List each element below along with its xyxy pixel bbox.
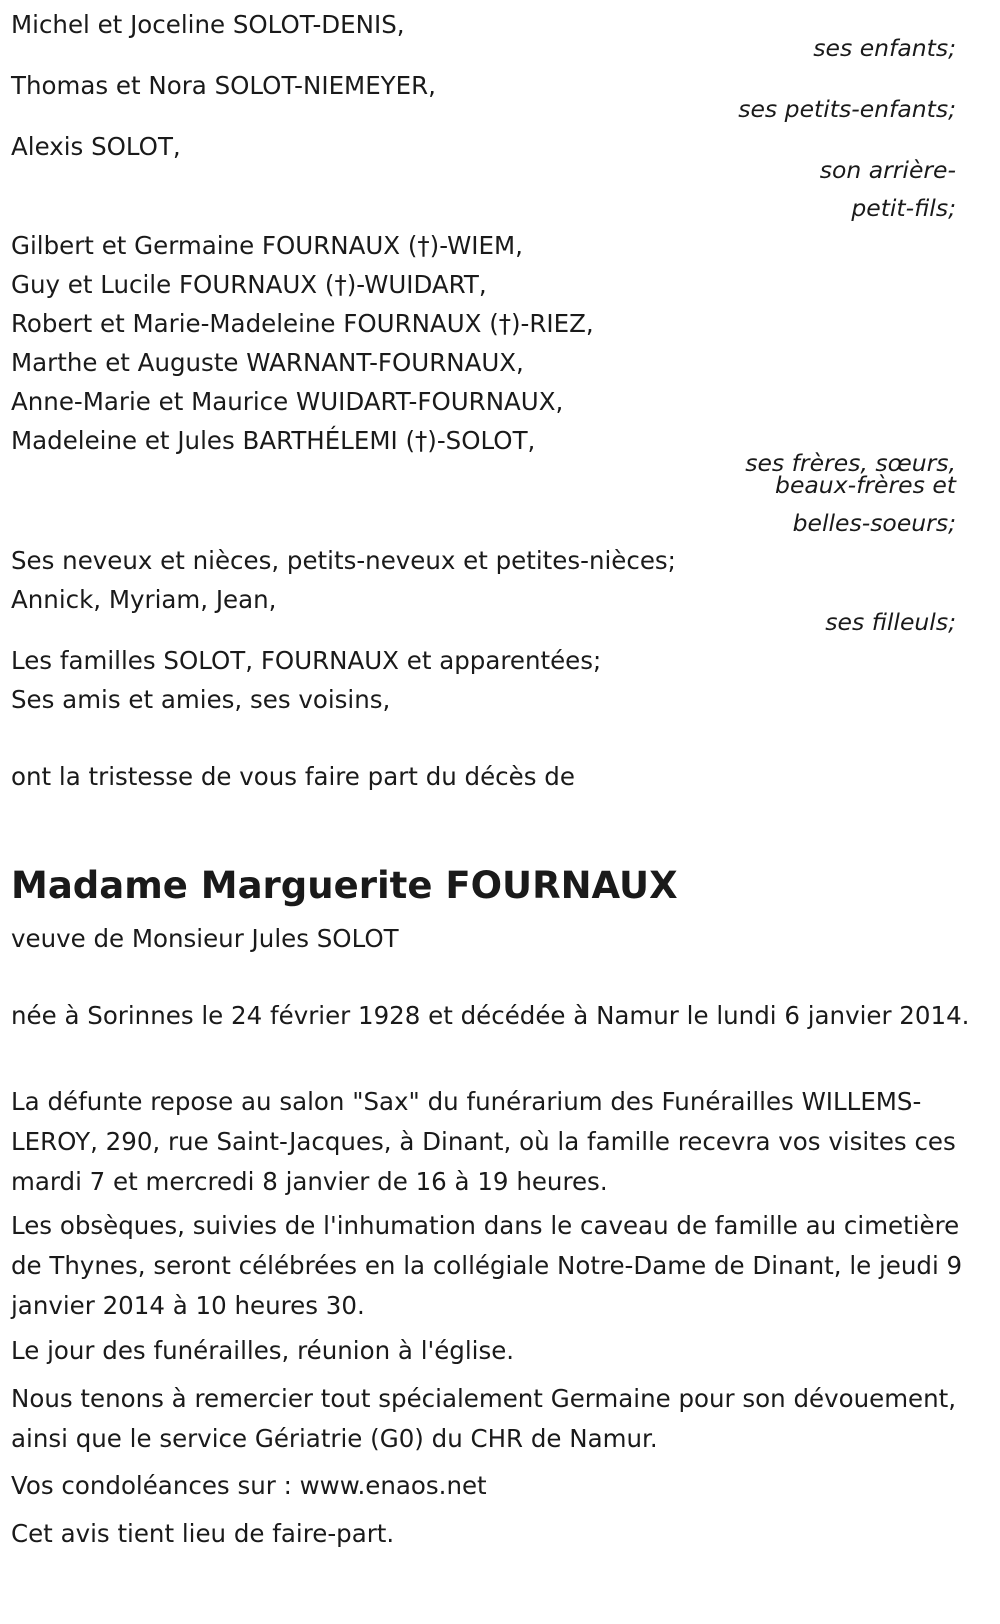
great-grandson-role-line1: son arrière- bbox=[819, 156, 956, 184]
grandchildren-role: ses petits-enfants; bbox=[738, 95, 956, 123]
nephews-line: Ses neveux et nièces, petits-neveux et petites-nièces; bbox=[11, 546, 676, 575]
great-grandson-role-line2: petit-fils; bbox=[851, 194, 956, 222]
sibling-line: Guy et Lucile FOURNAUX (†)-WUIDART, bbox=[11, 270, 487, 299]
sibling-line: Marthe et Auguste WARNANT-FOURNAUX, bbox=[11, 348, 524, 377]
announcement-intro: ont la tristesse de vous faire part du décès de bbox=[11, 762, 575, 791]
visitation-paragraph: La défunte repose au salon "Sax" du funérarium des Funérailles WILLEMS-LEROY, 290, rue Saint-Jacques, à Dinant, où la famille recevra vos visites ces mardi 7 et mercredi 8 janvier de 16 à 19 heures. bbox=[11, 1087, 956, 1196]
deceased-name: Madame Marguerite FOURNAUX bbox=[11, 864, 678, 907]
sibling-line: Madeleine et Jules BARTHÉLEMI (†)-SOLOT, bbox=[11, 426, 536, 455]
siblings-role-line3: belles-soeurs; bbox=[792, 509, 956, 537]
godchildren-role: ses filleuls; bbox=[825, 608, 956, 636]
funeral-paragraph: Les obsèques, suivies de l'inhumation dans le caveau de famille au cimetière de Thynes, seront célébrées en la collégiale Notre-Dame de Dinant, le jeudi 9 janvier 2014 à 10 heures 30. bbox=[11, 1211, 963, 1320]
families-line: Les familles SOLOT, FOURNAUX et apparentées; bbox=[11, 646, 602, 675]
condolences-line: Vos condoléances sur : www.enaos.net bbox=[11, 1471, 487, 1500]
children-names: Michel et Joceline SOLOT-DENIS, bbox=[11, 10, 405, 39]
siblings-role-line2: beaux-frères et bbox=[775, 471, 956, 499]
birth-death-paragraph: née à Sorinnes le 24 février 1928 et décédée à Namur le lundi 6 janvier 2014. bbox=[11, 1001, 970, 1030]
godchildren-names: Annick, Myriam, Jean, bbox=[11, 585, 277, 614]
grandchildren-names: Thomas et Nora SOLOT-NIEMEYER, bbox=[11, 71, 436, 100]
widow-line: veuve de Monsieur Jules SOLOT bbox=[11, 924, 399, 953]
great-grandson-name: Alexis SOLOT, bbox=[11, 132, 181, 161]
children-role: ses enfants; bbox=[813, 34, 956, 62]
sibling-line: Robert et Marie-Madeleine FOURNAUX (†)-RIEZ, bbox=[11, 309, 594, 338]
sibling-line: Gilbert et Germaine FOURNAUX (†)-WIEM, bbox=[11, 231, 523, 260]
siblings-role-line1: ses frères, sœurs, bbox=[745, 449, 956, 477]
notice-line: Cet avis tient lieu de faire-part. bbox=[11, 1519, 395, 1548]
meeting-paragraph: Le jour des funérailles, réunion à l'église. bbox=[11, 1336, 515, 1365]
friends-line: Ses amis et amies, ses voisins, bbox=[11, 685, 391, 714]
sibling-line: Anne-Marie et Maurice WUIDART-FOURNAUX, bbox=[11, 387, 564, 416]
thanks-paragraph: Nous tenons à remercier tout spécialement Germaine pour son dévouement, ainsi que le service Gériatrie (G0) du CHR de Namur. bbox=[11, 1384, 957, 1453]
